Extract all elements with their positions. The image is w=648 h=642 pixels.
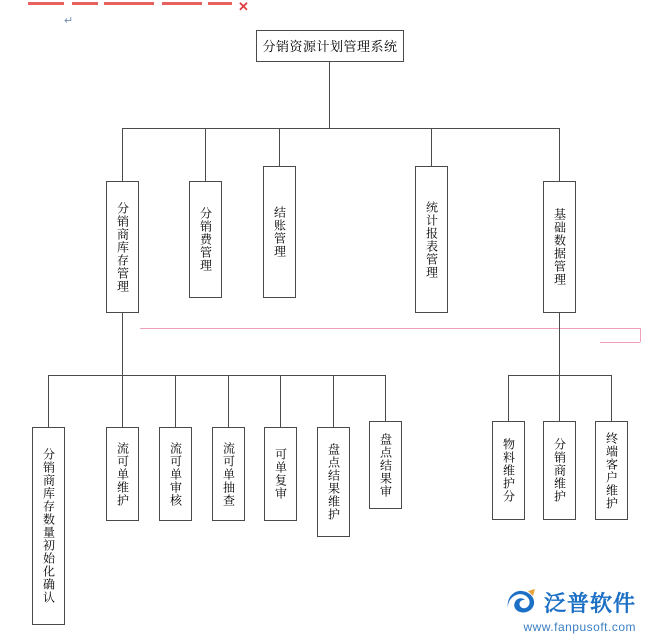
node-flow-order-review[interactable]: 流可单审核 (159, 427, 192, 521)
node-root[interactable]: 分销资源计划管理系统 (256, 30, 404, 62)
connector-l3r-3 (611, 375, 612, 421)
connector-level3-left-bus (48, 375, 385, 376)
node-flow-order-spotcheck[interactable]: 流可单抽查 (212, 427, 245, 521)
node-stocktake-result-maintain[interactable]: 盘点结果维护 (317, 427, 350, 537)
watermark (504, 587, 636, 634)
node-material-maintain[interactable]: 物料维护分 (492, 421, 525, 520)
node-distributor-inventory-management[interactable]: 分销商库存管理 (106, 181, 139, 313)
node-stocktake-result-review[interactable]: 盘点结果审 (369, 421, 402, 509)
node-settlement-management[interactable]: 结账管理 (263, 166, 296, 298)
node-distribution-fee-management[interactable]: 分销费管理 (189, 181, 222, 298)
node-base-data-management[interactable]: 基础数据管理 (543, 181, 576, 313)
node-distributor-maintain[interactable]: 分销商维护 (543, 421, 576, 520)
node-distributor-inventory-init-confirm[interactable]: 分销商库存数量初始化确认 (32, 427, 65, 625)
guide-line-horizontal-2 (600, 342, 640, 343)
connector-l3l-1 (48, 375, 49, 427)
connector-l2-1 (122, 128, 123, 181)
connector-l3r-1 (508, 375, 509, 421)
close-icon: ✕ (238, 0, 249, 14)
connector-inventory-down (122, 313, 123, 375)
connector-level2-bus (122, 128, 559, 129)
node-statistics-report-management[interactable]: 统计报表管理 (415, 166, 448, 313)
node-terminal-customer-maintain[interactable]: 终端客户维护 (595, 421, 628, 520)
connector-l2-2 (205, 128, 206, 181)
node-flow-order-maintain[interactable]: 流可单维护 (106, 427, 139, 521)
brand-url: www.fanpusoft.com (523, 620, 636, 634)
connector-l2-5 (559, 128, 560, 181)
connector-l3l-3 (175, 375, 176, 427)
brand-name: 泛普软件 (543, 591, 636, 616)
connector-l3l-2 (122, 375, 123, 427)
connector-l3r-2 (559, 375, 560, 421)
top-red-strip (0, 0, 648, 12)
connector-basedata-down (559, 313, 560, 375)
connector-l3l-5 (280, 375, 281, 427)
connector-l3l-7 (385, 375, 386, 427)
pilcrow-mark: ↵ (64, 15, 74, 27)
connector-l3l-4 (228, 375, 229, 427)
guide-line-horizontal (140, 328, 640, 329)
connector-l3l-6 (333, 375, 334, 427)
connector-root-down (329, 62, 330, 128)
node-order-recheck[interactable]: 可单复审 (264, 427, 297, 521)
brand-logo-icon (504, 588, 538, 618)
guide-line-vertical (640, 328, 641, 342)
